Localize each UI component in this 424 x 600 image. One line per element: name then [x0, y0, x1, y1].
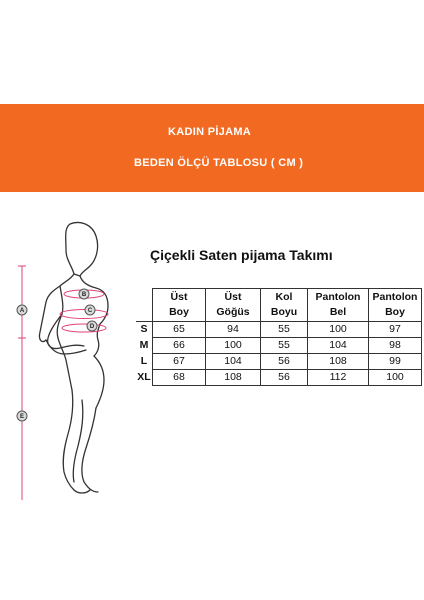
table-cell: 98 [369, 338, 422, 354]
table-cell: 100 [206, 338, 261, 354]
table-corner-cell [136, 289, 153, 322]
column-header-line: Göğüs [216, 306, 250, 318]
column-header-line: Üst [224, 291, 242, 303]
table-cell: 55 [261, 322, 308, 338]
table-cell: 108 [206, 370, 261, 386]
banner-torn-edge [0, 180, 424, 198]
marker-b: B [81, 292, 87, 298]
column-header-sleeve-length [261, 289, 308, 322]
marker-e: E [19, 414, 25, 420]
column-header-line: Bel [329, 306, 347, 318]
table-cell: 104 [206, 354, 261, 370]
marker-a: A [19, 308, 25, 314]
table-cell: 56 [261, 354, 308, 370]
table-row [136, 354, 422, 370]
column-header-line: Boyu [270, 306, 298, 318]
column-header-top-chest [206, 289, 261, 322]
column-header-pants-waist [308, 289, 369, 322]
column-header-line: Boy [169, 306, 189, 318]
table-cell: 67 [153, 354, 206, 370]
table-cell: 100 [308, 322, 369, 338]
header-banner [0, 104, 424, 192]
table-cell: 104 [308, 338, 369, 354]
column-header-line: Pantolon [372, 291, 418, 303]
marker-d: D [89, 324, 95, 330]
table-row [136, 338, 422, 354]
column-header-line: Kol [275, 291, 293, 303]
table-row [136, 370, 422, 386]
table-cell: 94 [206, 322, 261, 338]
table-row [136, 322, 422, 338]
body-measurement-figure [0, 210, 140, 500]
table-cell: 99 [369, 354, 422, 370]
table-cell: 68 [153, 370, 206, 386]
size-label: L [136, 354, 153, 370]
table-cell: 112 [308, 370, 369, 386]
banner-subtitle: BEDEN ÖLÇÜ TABLOSU ( CM ) [134, 157, 304, 169]
size-label: XL [136, 370, 153, 386]
table-cell: 56 [261, 370, 308, 386]
table-cell: 108 [308, 354, 369, 370]
size-label: M [136, 338, 153, 354]
banner-title: KADIN PİJAMA [168, 126, 252, 138]
column-header-top-length [153, 289, 206, 322]
table-header-row [136, 289, 422, 322]
column-header-line: Üst [170, 291, 188, 303]
table-cell: 66 [153, 338, 206, 354]
table-cell: 100 [369, 370, 422, 386]
column-header-line: Boy [385, 306, 405, 318]
table-cell: 65 [153, 322, 206, 338]
marker-c: C [87, 308, 93, 314]
column-header-line: Pantolon [315, 291, 361, 303]
table-cell: 97 [369, 322, 422, 338]
size-table [136, 288, 422, 386]
table-cell: 55 [261, 338, 308, 354]
product-title: Çiçekli Saten pijama Takımı [150, 247, 333, 263]
size-label: S [136, 322, 153, 338]
column-header-pants-length [369, 289, 422, 322]
